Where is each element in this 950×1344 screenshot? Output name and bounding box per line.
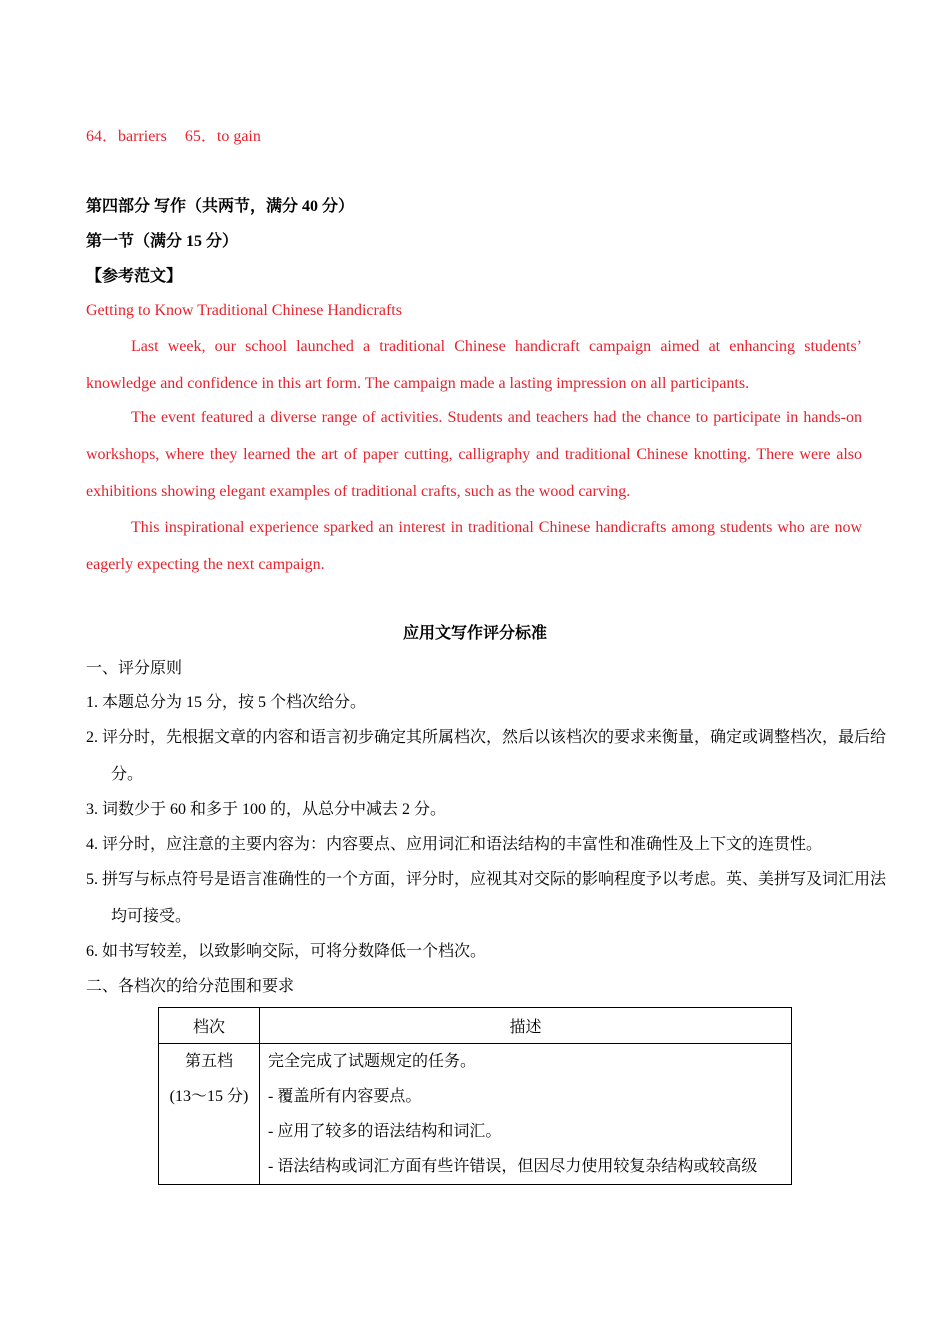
- description-cell: [260, 1044, 792, 1185]
- rubric-item-6: 6. 如书写较差，以致影响交际，可将分数降低一个档次。: [86, 943, 487, 960]
- rubric-section-1: 一、评分原则: [86, 660, 183, 677]
- desc-line: - 应用了较多的语法结构和词汇。: [268, 1123, 502, 1140]
- reference-label: 【参考范文】: [86, 268, 183, 285]
- rubric-item-1: 1. 本题总分为 15 分，按 5 个档次给分。: [86, 694, 367, 711]
- essay-paragraph-2: The event featured a diverse range of activities. Students and teachers had the chance to participate in hands-on workshops, where they learned the art of paper cutting, calligraphy and traditional Chinese knotting. There were also exhibitions showing elegant examples of traditional crafts, such as the wood carving.: [86, 409, 862, 500]
- essay-paragraph-3: This inspirational experience sparked an interest in traditional Chinese handicrafts among students who are now eagerly expecting the next campaign.: [86, 519, 862, 573]
- answer-64: 64．barriers: [86, 128, 167, 145]
- rubric-item-3: 3. 词数少于 60 和多于 100 的，从总分中减去 2 分。: [86, 801, 447, 818]
- level-cell: [159, 1044, 260, 1185]
- desc-line: - 覆盖所有内容要点。: [268, 1088, 422, 1105]
- table-row: [159, 1044, 792, 1185]
- rubric-section-2: 二、各档次的给分范围和要求: [86, 978, 295, 995]
- desc-line: - 语法结构或词汇方面有些许错误，但因尽力使用较复杂结构或较高级: [268, 1158, 758, 1175]
- answer-line: [86, 129, 261, 145]
- level-range: (13～15 分): [169, 1088, 249, 1105]
- rubric-item-2: 2. 评分时，先根据文章的内容和语言初步确定其所属档次，然后以该档次的要求来衡量，确定或调整档次，最后给分。: [86, 729, 887, 783]
- header-level: 档次: [159, 1008, 260, 1044]
- level-name: 第五档: [184, 1053, 233, 1070]
- desc-line: 完全完成了试题规定的任务。: [268, 1053, 477, 1070]
- grading-table: [158, 1007, 792, 1185]
- rubric-item-5: 5. 拼写与标点符号是语言准确性的一个方面，评分时，应视其对交际的影响程度予以考虑。英、美拼写及词汇用法均可接受。: [86, 871, 887, 925]
- header-description: 描述: [260, 1008, 792, 1044]
- answer-65: 65．to gain: [184, 128, 261, 145]
- part4-heading: 第四部分 写作（共两节，满分 40 分）: [86, 198, 355, 215]
- rubric-item-4: 4. 评分时，应注意的主要内容为：内容要点、应用词汇和语法结构的丰富性和准确性及上下文的连贯性。: [86, 836, 823, 853]
- rubric-title: 应用文写作评分标准: [402, 625, 547, 642]
- table-header-row: [159, 1008, 792, 1044]
- section1-heading: 第一节（满分 15 分）: [86, 233, 239, 250]
- essay-title: Getting to Know Traditional Chinese Handicrafts: [86, 302, 402, 319]
- essay-paragraph-1: Last week, our school launched a traditional Chinese handicraft campaign aimed at enhancing students’ knowledge and confidence in this art form. The campaign made a lasting impression on all participants.: [86, 338, 862, 392]
